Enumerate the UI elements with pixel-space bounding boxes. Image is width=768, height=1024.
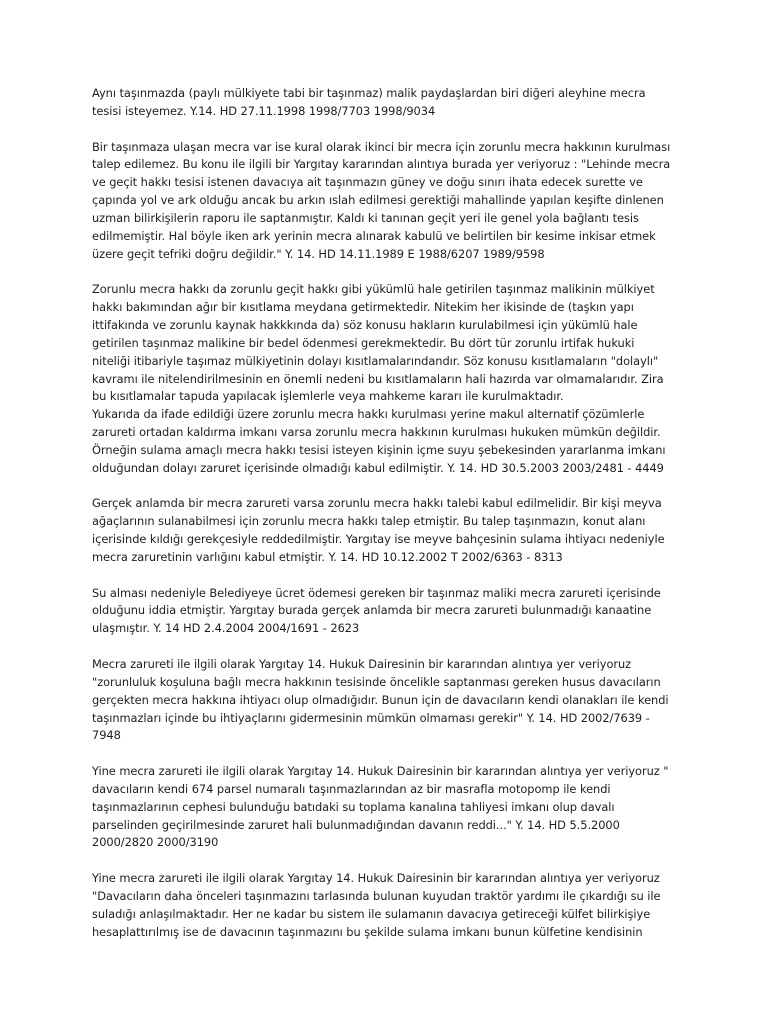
- text-line: niteliği itibariyle taşımaz mülkiyetinin dolayı kısıtlamalarındandır. Söz konusu kısıtlamaların "dolaylı": [92, 353, 659, 368]
- text-line: çapında yol ve ark olduğu ancak bu arkın ıslah edilmesi gerektiği mahallinde yapılan keşifte dinlenen: [92, 193, 664, 208]
- text-line: mecra zaruretinin varlığını kabul etmiştir. Y. 14. HD 10.12.2002 T 2002/6363 - 8313: [92, 549, 563, 564]
- text-line: ağaçlarının sulanabilmesi için zorunlu mecra hakkı talep etmiştir. Bu talep taşınmazın, konut alanı: [92, 514, 646, 529]
- text-line: Örneğin sulama amaçlı mecra hakkı tesisi isteyen kişinin içme suyu şebekesinden yararlanma imkanı: [92, 442, 666, 457]
- text-line: taşınmazlarının cephesi bulunduğu batıdaki su toplama kanalına tahliyesi imkanı olup davalı: [92, 799, 615, 814]
- text-line: getirilen taşınmaz malikine bir bedel ödenmesi gerekmektedir. Bu dört tür zorunlu irtifak hukuki: [92, 335, 635, 350]
- text-line: 7948: [92, 728, 121, 743]
- text-line: davacıların kendi 674 parsel numaralı taşınmazlarından az bir masrafla motopomp ile kendi: [92, 781, 611, 796]
- paragraph-7: [92, 656, 692, 745]
- text-line: ittifakında ve zorunlu kaynak hakkkında da) söz konusu hakların kurulabilmesi için yükümlü hale: [92, 317, 638, 332]
- text-line: talep edilemez. Bu konu ile ilgili bir Yargıtay kararından alıntıya burada yer veriyoruz : "Lehinde mecra: [92, 157, 671, 172]
- text-line: Su alması nedeniyle Belediyeye ücret ödemesi gereken bir taşınmaz maliki mecra zarureti içerisinde: [92, 585, 661, 600]
- text-line: içerisinde kıldığı gerekçesiyle reddedilmiştir. Yargıtay ise meyve bahçesinin sulama ihtiyacı nedeniyle: [92, 532, 665, 547]
- text-line: 2000/2820 2000/3190: [92, 835, 219, 850]
- text-line: Yine mecra zarureti ile ilgili olarak Yargıtay 14. Hukuk Dairesinin bir kararından alıntıya yer veriyoruz ": [92, 764, 669, 779]
- text-line: olduğundan dolayı zaruret içerisinde olmadığı kabul edilmiştir. Y. 14. HD 30.5.2003 2003/2481 - 4449: [92, 460, 664, 475]
- text-line: Yine mecra zarureti ile ilgili olarak Yargıtay 14. Hukuk Dairesinin bir kararından alıntıya yer veriyoruz: [92, 871, 660, 886]
- document-page: [92, 85, 692, 959]
- text-line: Gerçek anlamda bir mecra zarureti varsa zorunlu mecra hakkı talebi kabul edilmelidir. Bir kişi meyva: [92, 496, 662, 511]
- text-line: tesisi isteyemez. Y.14. HD 27.11.1998 1998/7703 1998/9034: [92, 103, 436, 118]
- text-line: uzman bilirkişilerin raporu ile saptanmıştır. Kaldı ki tanınan geçit yeri ile genel yola bağlantı tesis: [92, 210, 639, 225]
- text-line: kavramı ile nitelendirilmesinin en önemli nedeni bu kısıtlamaların hali hazırda var olmamalarıdır. Zira: [92, 371, 664, 386]
- paragraph-9: [92, 870, 692, 941]
- text-line: parselinden geçirilmesinde zaruret hali bulunmadığından davanın reddi..." Y. 14. HD 5.5.2000: [92, 817, 620, 832]
- paragraph-4: [92, 406, 692, 477]
- paragraph-2: [92, 139, 692, 264]
- text-line: Aynı taşınmazda (paylı mülkiyete tabi bir taşınmaz) malik paydaşlardan biri diğeri aleyhine mecra: [92, 86, 646, 100]
- text-line: Mecra zarureti ile ilgili olarak Yargıtay 14. Hukuk Dairesinin bir kararından alıntıya yer veriyoruz: [92, 657, 632, 671]
- text-line: zarureti ortadan kaldırma imkanı varsa zorunlu mecra hakkının kurulması hukuken mümkün değildir.: [92, 425, 661, 440]
- text-line: "Davacıların daha önceleri taşınmazını tarlasında bulunan kuyudan traktör yardımı ile çıkardığı su ile: [92, 888, 661, 903]
- paragraph-1: [92, 85, 692, 121]
- text-line: edilmemiştir. Hal böyle iken ark yerinin mecra alınarak kabulü ve belirtilen bir kesime inkisar etmek: [92, 228, 656, 243]
- text-line: Bir taşınmaza ulaşan mecra var ise kural olarak ikinci bir mecra için zorunlu mecra hakkının kurulması: [92, 139, 671, 154]
- paragraph-5: [92, 495, 692, 566]
- text-line: suladığı anlaşılmaktadır. Her ne kadar bu sistem ile sulamanın davacıya getireceği külfet bilirkişiye: [92, 906, 651, 921]
- text-line: hesaplattırılmış ise de davacının taşınmazını bu şekilde sulama imkanı bunun külfetine kendisinin: [92, 924, 643, 939]
- text-line: hakkı bakımından ağır bir kısıtlama meydana getirmektedir. Nitekim her ikisinde de (taşkın yapı: [92, 300, 634, 315]
- paragraph-8: [92, 763, 692, 852]
- paragraph-3: [92, 281, 692, 406]
- text-line: olduğunu iddia etmiştir. Yargıtay burada gerçek anlamda bir mecra zarureti bulunmadığı kanaatine: [92, 603, 652, 618]
- text-line: ulaşmıştır. Y. 14 HD 2.4.2004 2004/1691 - 2623: [92, 621, 360, 636]
- text-line: Yukarıda da ifade edildiği üzere zorunlu mecra hakkı kurulması yerine makul alternatif çözümlerle: [92, 407, 645, 422]
- text-line: gerçekten mecra hakkına ihtiyacı olup olmadığıdır. Bunun için de davacıların kendi olanakları ile kendi: [92, 692, 669, 707]
- text-line: taşınmazları içinde bu ihtiyaçlarını gidermesinin mümkün olmaması gerekir" Y. 14. HD 2002/7639 -: [92, 710, 650, 725]
- paragraph-6: [92, 585, 692, 639]
- text-line: üzere geçit tefriki doğru değildir." Y. 14. HD 14.11.1989 E 1988/6207 1989/9598: [92, 246, 545, 261]
- text-line: ve geçit hakkı tesisi istenen davacıya ait taşınmazın güney ve doğu sınırı ihata edecek surette ve: [92, 175, 643, 190]
- text-line: bu kısıtlamalar tapuda yapılacak işlemlerle veya mahkeme kararı ile kurulmaktadır.: [92, 389, 564, 404]
- text-line: Zorunlu mecra hakkı da zorunlu geçit hakkı gibi yükümlü hale getirilen taşınmaz malikinin mülkiyet: [92, 282, 655, 297]
- text-line: "zorunluluk koşuluna bağlı mecra hakkının tesisinde öncelikle saptanması gereken husus davacıların: [92, 674, 661, 689]
